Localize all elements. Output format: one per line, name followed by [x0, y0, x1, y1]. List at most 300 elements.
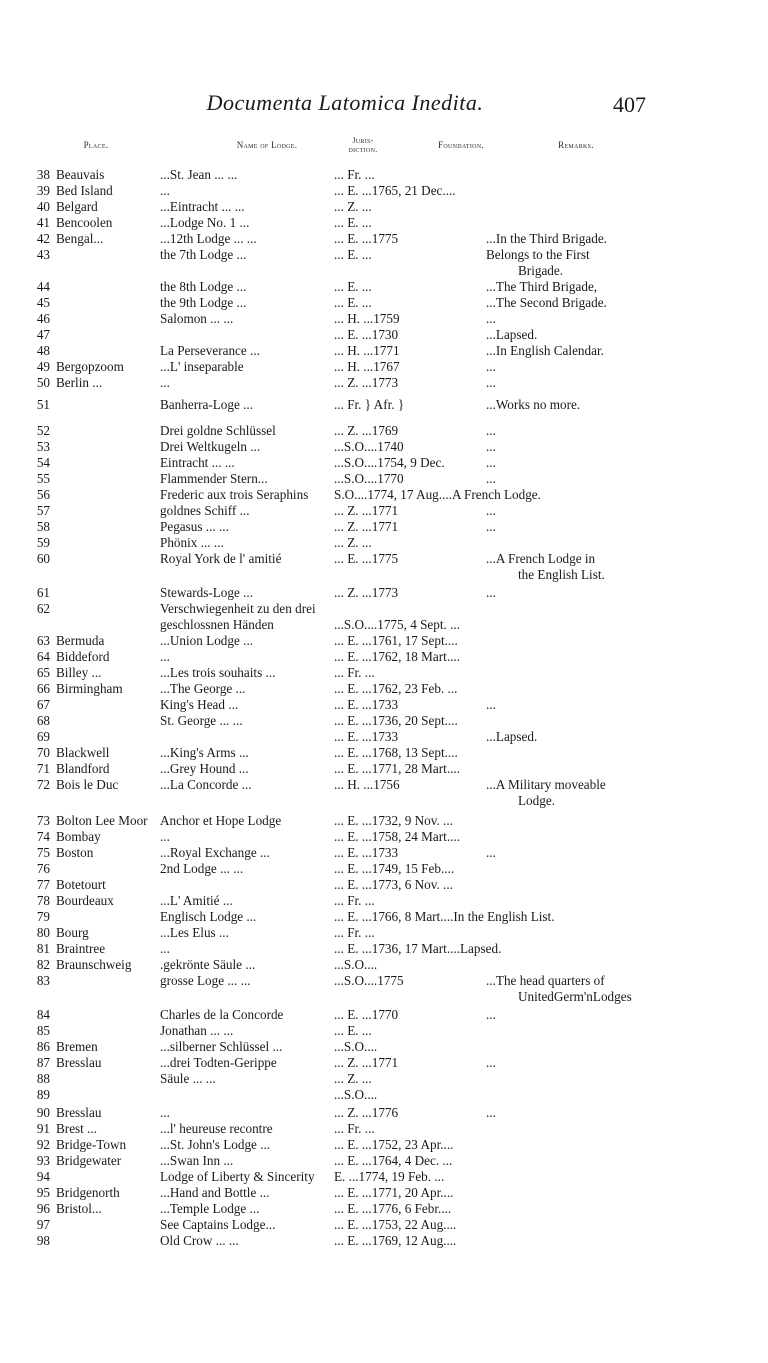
column-header-foundation: Foundation. [438, 140, 484, 150]
place-cell: Blackwell [56, 745, 110, 760]
jurisdiction-foundation-cell: ... E. ... [334, 247, 372, 262]
entry-number: 75 [36, 845, 50, 860]
jurisdiction-foundation-cell: ... Z. ...1776 [334, 1105, 399, 1120]
entry-number: 98 [36, 1233, 50, 1248]
jurisdiction-foundation-cell: ... E. ...1770 [334, 1007, 399, 1022]
column-header-jurisdiction [343, 136, 383, 154]
jurisdiction-foundation-cell: ... E. ...1773, 6 Nov. ... [334, 877, 453, 892]
table-row [0, 680, 768, 697]
jurisdiction-foundation-cell: ... Z. ... [334, 199, 372, 214]
jurisdiction-foundation-cell: ... E. ...1736, 20 Sept.... [334, 713, 458, 728]
entry-number: 83 [36, 973, 50, 988]
place-cell: Bourg [56, 925, 89, 940]
table-row [0, 1184, 768, 1201]
remarks-continuation: the English List. [518, 567, 605, 582]
jurisdiction-foundation-cell: ...S.O....1770 [334, 471, 404, 486]
lodge-name-cell: ...Lodge No. 1 ... [160, 215, 250, 230]
entry-number: 40 [36, 199, 50, 214]
lodge-name-cell: Phönix ... ... [160, 535, 224, 550]
remarks-continuation: UnitedGerm'nLodges [518, 989, 632, 1004]
table-row [0, 214, 768, 231]
entry-number: 50 [36, 375, 50, 390]
place-cell: Bengal... [56, 231, 104, 246]
place-cell: Bed Island [56, 183, 113, 198]
entry-number: 82 [36, 957, 50, 972]
jurisdiction-foundation-cell: ... Fr. ... [334, 665, 375, 680]
jurisdiction-foundation-cell: ... E. ...1736, 17 Mart....Lapsed. [334, 941, 502, 956]
jurisdiction-foundation-cell: ... E. ...1768, 13 Sept.... [334, 745, 458, 760]
place-cell: Bergopzoom [56, 359, 124, 374]
entry-number: 56 [36, 487, 50, 502]
entry-number: 74 [36, 829, 50, 844]
entry-number: 38 [36, 167, 50, 182]
table-row [0, 956, 768, 973]
lodge-name-cell: ...Swan Inn ... [160, 1153, 234, 1168]
lodge-name-cell: ...Temple Lodge ... [160, 1201, 260, 1216]
lodge-name-cell: ...L' Amitié ... [160, 893, 233, 908]
lodge-name-cell: Flammender Stern... [160, 471, 268, 486]
jurisdiction-foundation-cell: ... E. ...1769, 12 Aug.... [334, 1233, 457, 1248]
jurisdiction-foundation-cell: ... E. ... [334, 279, 372, 294]
table-row [0, 712, 768, 729]
place-cell: Bridgenorth [56, 1185, 120, 1200]
remarks-cell: ...Works no more. [486, 397, 581, 412]
place-cell: Birmingham [56, 681, 123, 696]
entry-number: 96 [36, 1201, 50, 1216]
place-cell: Boston [56, 845, 94, 860]
jurisdiction-foundation-cell: ... Z. ...1771 [334, 503, 399, 518]
column-header-remarks: Remarks. [558, 140, 594, 150]
entry-number: 63 [36, 633, 50, 648]
table-row [0, 1022, 768, 1039]
table-row [0, 278, 768, 295]
jurisdiction-foundation-cell: ... H. ...1756 [334, 777, 400, 792]
jurisdiction-foundation-cell: ... H. ...1759 [334, 311, 400, 326]
jurisdiction-foundation-cell: ... E. ...1776, 6 Febr.... [334, 1201, 452, 1216]
place-cell: Billey ... [56, 665, 102, 680]
entry-number: 43 [36, 247, 50, 262]
lodge-name-cell: ...drei Todten-Gerippe [160, 1055, 277, 1070]
entry-number: 66 [36, 681, 50, 696]
jurisdiction-foundation-cell: ... E. ... [334, 295, 372, 310]
lodge-name-cell: Eintracht ... ... [160, 455, 235, 470]
table-row [0, 1136, 768, 1153]
table-row [0, 438, 768, 455]
jurisdiction-foundation-cell: ... E. ... [334, 215, 372, 230]
lodge-name-cell: ...St. John's Lodge ... [160, 1137, 271, 1152]
lodge-name-cell: Royal York de l' amitié [160, 551, 282, 566]
lodge-name-cell: ...King's Arms ... [160, 745, 249, 760]
lodge-name-cell: ...La Concorde ... [160, 777, 252, 792]
entry-number: 51 [36, 397, 50, 412]
jurisdiction-foundation-cell: ... E. ...1761, 17 Sept.... [334, 633, 458, 648]
entry-number: 77 [36, 877, 50, 892]
lodge-name-cell: Jonathan ... ... [160, 1023, 234, 1038]
remarks-cell: ... [486, 375, 496, 390]
table-row [0, 844, 768, 861]
entry-number: 86 [36, 1039, 50, 1054]
jurisdiction-foundation-cell: ... E. ...1762, 23 Feb. ... [334, 681, 458, 696]
entry-number: 97 [36, 1217, 50, 1232]
table-row [0, 550, 768, 567]
lodge-name-cell: ... [160, 941, 170, 956]
entry-number: 52 [36, 423, 50, 438]
entry-number: 59 [36, 535, 50, 550]
table-row [0, 518, 768, 535]
lodge-name-cell: .gekrönte Säule ... [160, 957, 256, 972]
place-cell: Bermuda [56, 633, 105, 648]
lodge-name-cell: ...l' heureuse recontre [160, 1121, 273, 1136]
table-row [0, 1086, 768, 1103]
entry-number: 68 [36, 713, 50, 728]
entry-number: 91 [36, 1121, 50, 1136]
jurisdiction-foundation-cell: ... Fr. ... [334, 1121, 375, 1136]
table-row [0, 246, 768, 263]
remarks-cell: ... [486, 455, 496, 470]
lodge-name-cell: ... [160, 375, 170, 390]
table-row [0, 1054, 768, 1071]
lodge-name-cell: See Captains Lodge... [160, 1217, 276, 1232]
lodge-name-cell: Pegasus ... ... [160, 519, 229, 534]
table-row [0, 924, 768, 941]
table-row [0, 1200, 768, 1217]
place-cell: Braunschweig [56, 957, 132, 972]
table-row [0, 358, 768, 375]
jurisdiction-foundation-cell: ...S.O.... [334, 1039, 378, 1054]
jurisdiction-foundation-cell: ... E. ...1732, 9 Nov. ... [334, 813, 453, 828]
page-number: 407 [613, 92, 646, 117]
table-row [0, 1038, 768, 1055]
entry-number: 95 [36, 1185, 50, 1200]
entry-number: 46 [36, 311, 50, 326]
table-row [0, 616, 768, 633]
remarks-cell: ...A Military moveable [486, 777, 606, 792]
table-row [0, 876, 768, 893]
remarks-cell: ... [486, 585, 496, 600]
jurisdiction-foundation-cell: ... Fr. ... [334, 925, 375, 940]
table-row [0, 566, 768, 583]
jurisdiction-foundation-cell: ...S.O....1754, 9 Dec. [334, 455, 445, 470]
lodge-name-cell: ...St. Jean ... ... [160, 167, 238, 182]
lodge-name-cell: Drei goldne Schlüssel [160, 423, 276, 438]
remarks-cell: ... [486, 423, 496, 438]
jurisdiction-foundation-cell: ... H. ...1771 [334, 343, 400, 358]
jurisdiction-foundation-cell: E. ...1774, 19 Feb. ... [334, 1169, 445, 1184]
table-row [0, 828, 768, 845]
remarks-continuation: Lodge. [518, 793, 555, 808]
place-cell: Belgard [56, 199, 98, 214]
jurisdiction-foundation-cell: ... E. ...1775 [334, 551, 399, 566]
lodge-name-cell: ...Royal Exchange ... [160, 845, 270, 860]
place-cell: Biddeford [56, 649, 110, 664]
remarks-cell: ... [486, 311, 496, 326]
entry-number: 65 [36, 665, 50, 680]
remarks-cell: ...The head quarters of [486, 973, 605, 988]
lodge-name-cell: Frederic aux trois Seraphins [160, 487, 309, 502]
table-row [0, 470, 768, 487]
table-row [0, 1120, 768, 1137]
table-row [0, 696, 768, 713]
entry-number: 41 [36, 215, 50, 230]
entry-number: 45 [36, 295, 50, 310]
lodge-name-cell: Lodge of Liberty & Sincerity [160, 1169, 315, 1184]
lodge-name-cell: ... [160, 1105, 170, 1120]
table-row [0, 374, 768, 391]
entry-number: 58 [36, 519, 50, 534]
remarks-cell: ...In English Calendar. [486, 343, 604, 358]
jurisdiction-foundation-cell: ... E. ...1762, 18 Mart.... [334, 649, 461, 664]
lodge-name-cell: ...silberner Schlüssel ... [160, 1039, 283, 1054]
lodge-name-cell: 2nd Lodge ... ... [160, 861, 244, 876]
lodge-name-cell: Banherra-Loge ... [160, 397, 254, 412]
entry-number: 53 [36, 439, 50, 454]
column-header-name-of-lodge: Name of Lodge. [236, 140, 298, 150]
place-cell: Bremen [56, 1039, 98, 1054]
table-row [0, 198, 768, 215]
jurisdiction-foundation-cell: ... Z. ...1771 [334, 1055, 399, 1070]
jurisdiction-foundation-cell: ... E. ...1775 [334, 231, 399, 246]
lodge-name-cell: Anchor et Hope Lodge [160, 813, 282, 828]
place-cell: Bencoolen [56, 215, 113, 230]
table-row [0, 760, 768, 777]
remarks-continuation: Brigade. [518, 263, 564, 278]
entry-number: 69 [36, 729, 50, 744]
table-row [0, 728, 768, 745]
table-row [0, 262, 768, 279]
remarks-cell: ... [486, 1007, 496, 1022]
lodge-name-cell: ... [160, 183, 170, 198]
entry-number: 62 [36, 601, 50, 616]
table-row [0, 1232, 768, 1249]
jurisdiction-foundation-cell: ... E. ...1764, 4 Dec. ... [334, 1153, 453, 1168]
remarks-cell: ... [486, 845, 496, 860]
place-cell: Bresslau [56, 1055, 102, 1070]
entry-number: 89 [36, 1087, 50, 1102]
entry-number: 72 [36, 777, 50, 792]
table-row [0, 584, 768, 601]
lodge-name-cell: Charles de la Concorde [160, 1007, 284, 1022]
entry-number: 79 [36, 909, 50, 924]
entry-number: 92 [36, 1137, 50, 1152]
entry-number: 90 [36, 1105, 50, 1120]
column-header-jurisdiction-line-1: Juris- [352, 136, 374, 145]
remarks-cell: ... [486, 503, 496, 518]
table-row [0, 632, 768, 649]
jurisdiction-foundation-cell: ... E. ...1733 [334, 697, 399, 712]
lodge-name-cell: La Perseverance ... [160, 343, 260, 358]
place-cell: Bourdeaux [56, 893, 114, 908]
lodge-name-cell: Stewards-Loge ... [160, 585, 254, 600]
table-row [0, 294, 768, 311]
table-row [0, 812, 768, 829]
place-cell: Bridgewater [56, 1153, 122, 1168]
lodge-name-cell: ...Eintracht ... ... [160, 199, 245, 214]
table-row [0, 1006, 768, 1023]
entry-number: 55 [36, 471, 50, 486]
table-row [0, 1070, 768, 1087]
lodge-name-cell: ...Les trois souhaits ... [160, 665, 276, 680]
jurisdiction-foundation-cell: ... H. ...1767 [334, 359, 400, 374]
table-row [0, 454, 768, 471]
lodge-name-cell: Säule ... ... [160, 1071, 216, 1086]
jurisdiction-foundation-cell: ...S.O.... [334, 1087, 378, 1102]
lodge-name-cell: geschlossnen Händen [160, 617, 274, 632]
lodge-name-cell: ...Hand and Bottle ... [160, 1185, 270, 1200]
table-row [0, 1168, 768, 1185]
jurisdiction-foundation-cell: ... E. ...1730 [334, 327, 399, 342]
jurisdiction-foundation-cell: ... Z. ...1769 [334, 423, 399, 438]
jurisdiction-foundation-cell: ... Fr. } Afr. } [334, 397, 405, 412]
table-row [0, 908, 768, 925]
place-cell: Bolton Lee Moor [56, 813, 148, 828]
entry-number: 71 [36, 761, 50, 776]
entry-number: 61 [36, 585, 50, 600]
jurisdiction-foundation-cell: ... E. ...1765, 21 Dec.... [334, 183, 456, 198]
table-row [0, 422, 768, 439]
lodge-name-cell: grosse Loge ... ... [160, 973, 251, 988]
entry-number: 47 [36, 327, 50, 342]
remarks-cell: ... [486, 697, 496, 712]
entry-number: 87 [36, 1055, 50, 1070]
remarks-cell: ... [486, 439, 496, 454]
table-row [0, 310, 768, 327]
lodge-name-cell: ...Grey Hound ... [160, 761, 249, 776]
lodge-name-cell: ...12th Lodge ... ... [160, 231, 257, 246]
place-cell: Bridge-Town [56, 1137, 127, 1152]
table-row [0, 860, 768, 877]
remarks-cell: ...Lapsed. [486, 327, 538, 342]
table-row [0, 940, 768, 957]
remarks-cell: ...The Second Brigade. [486, 295, 607, 310]
table-row [0, 792, 768, 809]
jurisdiction-foundation-cell: ...S.O....1775, 4 Sept. ... [334, 617, 461, 632]
jurisdiction-foundation-cell: ... Fr. ... [334, 167, 375, 182]
remarks-cell: ... [486, 471, 496, 486]
entry-number: 44 [36, 279, 50, 294]
remarks-cell: ...A French Lodge in [486, 551, 596, 566]
jurisdiction-foundation-cell: ... E. ...1752, 23 Apr.... [334, 1137, 454, 1152]
lodge-name-cell: Verschwiegenheit zu den drei [160, 601, 316, 616]
lodge-name-cell: ...Les Elus ... [160, 925, 229, 940]
table-row [0, 648, 768, 665]
jurisdiction-foundation-cell: ... Z. ...1771 [334, 519, 399, 534]
table-row [0, 342, 768, 359]
jurisdiction-foundation-cell: ... E. ...1771, 20 Apr.... [334, 1185, 454, 1200]
lodge-name-cell: ...Union Lodge ... [160, 633, 254, 648]
entry-number: 64 [36, 649, 50, 664]
entry-number: 94 [36, 1169, 50, 1184]
lodge-name-cell: St. George ... ... [160, 713, 243, 728]
jurisdiction-foundation-cell: ... E. ...1771, 28 Mart.... [334, 761, 461, 776]
jurisdiction-foundation-cell: S.O....1774, 17 Aug....A French Lodge. [334, 487, 541, 502]
running-title: Documenta Latomica Inedita. [206, 90, 484, 115]
table-row [0, 1152, 768, 1169]
lodge-name-cell: the 9th Lodge ... [160, 295, 247, 310]
jurisdiction-foundation-cell: ... E. ...1758, 24 Mart.... [334, 829, 461, 844]
remarks-cell: ...In the Third Brigade. [486, 231, 607, 246]
entry-number: 48 [36, 343, 50, 358]
jurisdiction-foundation-cell: ... E. ...1749, 15 Feb.... [334, 861, 455, 876]
place-cell: Bois le Duc [56, 777, 119, 792]
remarks-cell: ... [486, 1055, 496, 1070]
entry-number: 70 [36, 745, 50, 760]
entry-number: 73 [36, 813, 50, 828]
entry-number: 42 [36, 231, 50, 246]
remarks-cell: Belongs to the First [486, 247, 590, 262]
place-cell: Braintree [56, 941, 106, 956]
column-header-place: Place. [83, 140, 109, 150]
lodge-name-cell: the 7th Lodge ... [160, 247, 247, 262]
table-row [0, 892, 768, 909]
entry-number: 57 [36, 503, 50, 518]
place-cell: Berlin ... [56, 375, 103, 390]
lodge-name-cell: Englisch Lodge ... [160, 909, 257, 924]
entry-number: 54 [36, 455, 50, 470]
jurisdiction-foundation-cell: ... Z. ... [334, 1071, 372, 1086]
lodge-name-cell: ...The George ... [160, 681, 246, 696]
place-cell: Beauvais [56, 167, 105, 182]
lodge-name-cell: goldnes Schiff ... [160, 503, 250, 518]
entry-number: 39 [36, 183, 50, 198]
table-row [0, 326, 768, 343]
jurisdiction-foundation-cell: ... E. ...1753, 22 Aug.... [334, 1217, 457, 1232]
jurisdiction-foundation-cell: ...S.O.... [334, 957, 378, 972]
place-cell: Brest ... [56, 1121, 98, 1136]
place-cell: Blandford [56, 761, 110, 776]
entry-number: 49 [36, 359, 50, 374]
lodge-name-cell: Salomon ... ... [160, 311, 234, 326]
jurisdiction-foundation-cell: ...S.O....1775 [334, 973, 404, 988]
lodge-name-cell: the 8th Lodge ... [160, 279, 247, 294]
place-cell: Bristol... [56, 1201, 102, 1216]
lodge-name-cell: ... [160, 829, 170, 844]
table-row [0, 182, 768, 199]
jurisdiction-foundation-cell: ...S.O....1740 [334, 439, 404, 454]
lodge-name-cell: King's Head ... [160, 697, 239, 712]
table-row [0, 534, 768, 551]
place-cell: Botetourt [56, 877, 106, 892]
entry-number: 80 [36, 925, 50, 940]
table-row [0, 166, 768, 183]
jurisdiction-foundation-cell: ... E. ...1766, 8 Mart....In the English List. [334, 909, 555, 924]
jurisdiction-foundation-cell: ... E. ... [334, 1023, 372, 1038]
table-row [0, 664, 768, 681]
lodge-name-cell: Drei Weltkugeln ... [160, 439, 261, 454]
jurisdiction-foundation-cell: ... Z. ... [334, 535, 372, 550]
entry-number: 88 [36, 1071, 50, 1086]
table-row [0, 230, 768, 247]
jurisdiction-foundation-cell: ... E. ...1733 [334, 729, 399, 744]
table-row [0, 396, 768, 413]
column-header-jurisdiction-line-2: diction. [348, 145, 378, 154]
lodge-name-cell: ...L' inseparable [160, 359, 244, 374]
remarks-cell: ...The Third Brigade, [486, 279, 598, 294]
remarks-cell: ... [486, 519, 496, 534]
entry-number: 85 [36, 1023, 50, 1038]
entry-number: 76 [36, 861, 50, 876]
table-row [0, 972, 768, 989]
lodge-name-cell: ... [160, 649, 170, 664]
jurisdiction-foundation-cell: ... Z. ...1773 [334, 375, 399, 390]
table-row [0, 988, 768, 1005]
table-row [0, 744, 768, 761]
entry-number: 93 [36, 1153, 50, 1168]
jurisdiction-foundation-cell: ... Fr. ... [334, 893, 375, 908]
place-cell: Bombay [56, 829, 101, 844]
table-row [0, 600, 768, 617]
place-cell: Bresslau [56, 1105, 102, 1120]
remarks-cell: ... [486, 359, 496, 374]
